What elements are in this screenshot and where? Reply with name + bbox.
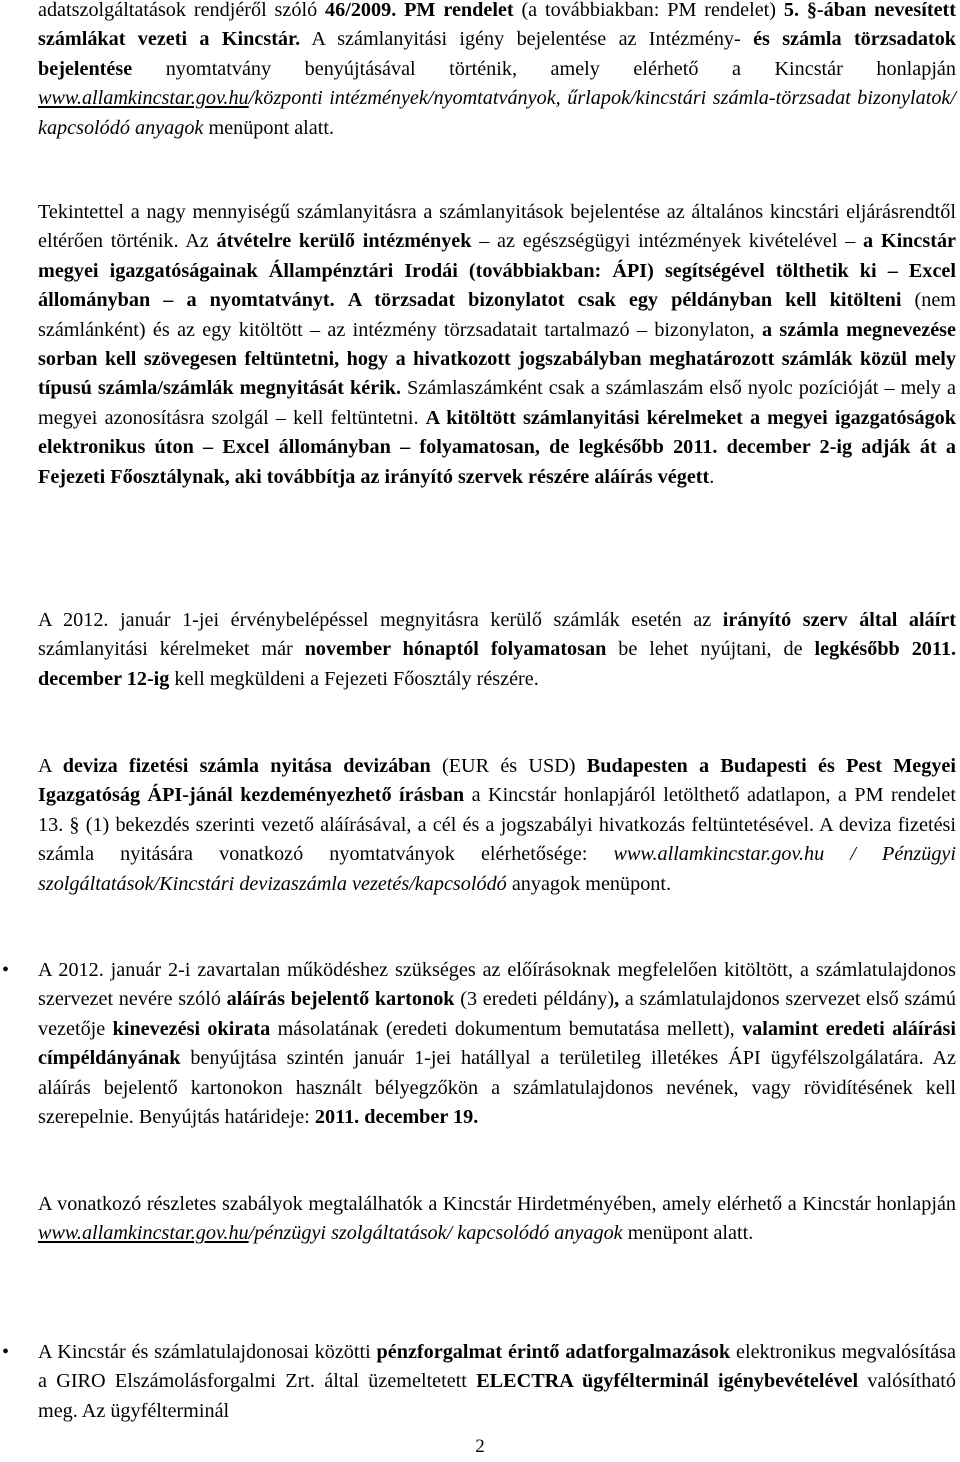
text-segment: a számla megnevezése sorban kell szövegesen feltüntetni, hogy a hivatkozott jogszabályban meghatározott számlák közül mely típusú számla/számlák megnyitását kérik. bbox=[38, 318, 957, 400]
paragraph-bulk-account-opening bbox=[38, 198, 956, 492]
text-segment: Tekintettel a nagy mennyiségű számlanyitásra a számlanyitások bejelentése az általános kincstári eljárásrendtől eltérően történik. Az bbox=[38, 201, 956, 253]
text-segment: Számlaszámként csak a számlaszám első nyolc pozícióját – mely a megyei azonosításra szolgál – kell feltüntetni. bbox=[38, 377, 956, 429]
paragraph-account-notification bbox=[38, 0, 956, 143]
bullet-marker: • bbox=[2, 959, 10, 981]
text-segment: A vonatkozó részletes szabályok megtalálhatók a Kincstár Hirdetményében, amely elérhető a Kincstár honlapján bbox=[38, 1193, 956, 1215]
website-link[interactable]: www.allamkincstar.gov.hu bbox=[38, 1222, 249, 1245]
paragraph-detailed-rules bbox=[38, 1190, 956, 1249]
text-segment: kinevezési okirata bbox=[112, 1017, 271, 1040]
text-segment: benyújtása szintén január 1-jei hatállyal a területileg illetékes ÁPI ügyfélszolgálatára. Az aláírás bejelentő kartonokon használt bélyegzőkön a számlatulajdonos nevének, vagy rövidítésének kell szerepelnie. Benyújtás határideje: bbox=[38, 1047, 956, 1129]
text-segment: . bbox=[709, 465, 715, 488]
text-segment: menüpont alatt. bbox=[203, 116, 335, 139]
text-segment: átvételre kerülő intézmények bbox=[216, 230, 472, 253]
paragraph-electra-terminal bbox=[38, 1338, 956, 1426]
text-segment: (nem számlánként) és az egy kitöltött – az intézmény törzsadatait tartalmazó – bizonylaton, bbox=[38, 289, 957, 341]
text-segment: nyomtatvány benyújtásával történik, amely elérhető a Kincstár honlapján bbox=[132, 57, 956, 80]
text-segment: A 2012. január 2-i zavartalan működéshez szükséges az előírásoknak megfelelően kitöltött, a számlatulajdonos szervezet nevére szóló bbox=[38, 959, 956, 1011]
text-segment: A kitöltött számlanyitási kérelmeket a megyei igazgatóságok elektronikus úton – Excel állományban – folyamatosan, de legkésőbb 2011. december 2-ig adják át a Fejezeti Főosztálynak, aki továbbítja az irányító szervek részére aláírás végett bbox=[38, 406, 956, 488]
text-segment: , bbox=[614, 988, 620, 1011]
text-segment: és számla törzsadatok bejelentése bbox=[38, 28, 957, 80]
text-segment: A 2012. január 1-jei érvénybelépéssel megnyitásra kerülő számlák esetén az bbox=[38, 609, 723, 631]
text-segment: irányító szerv által aláírt bbox=[722, 609, 956, 631]
text-segment: menüpont alatt. bbox=[622, 1222, 754, 1245]
text-segment: be lehet nyújtani, de bbox=[606, 638, 815, 661]
text-segment: valamint eredeti aláírási címpéldányának bbox=[38, 1017, 957, 1070]
text-segment: /pénzügyi szolgáltatások/ kapcsolódó anyagok bbox=[248, 1222, 623, 1245]
text-segment: a számlatulajdonos szervezet első számú vezetője bbox=[38, 988, 956, 1040]
text-segment: november hónaptól folyamatosan bbox=[304, 638, 607, 661]
text-segment: (a továbbiakban: PM rendelet) bbox=[513, 0, 784, 21]
text-segment: 5. §-ában nevesített számlákat vezeti a Kincstár. bbox=[38, 0, 956, 51]
text-segment: A számlanyitási igény bejelentése az Intézmény- bbox=[300, 28, 754, 51]
text-segment: 46/2009. PM rendelet bbox=[325, 0, 514, 21]
page-number: 2 bbox=[475, 1436, 485, 1457]
bullet-marker: • bbox=[2, 1341, 10, 1363]
text-segment: A Kincstár és számlatulajdonosai közötti bbox=[38, 1341, 377, 1363]
text-segment: aláírás bejelentő kartonok bbox=[226, 988, 455, 1011]
text-segment: Budapesten a Budapesti és Pest Megyei Igazgatóság ÁPI-jánál kezdeményezhető írásban bbox=[38, 755, 956, 807]
text-segment: A törzsadat bizonylatot csak egy példányban kell kitölteni bbox=[347, 289, 902, 312]
text-segment: anyagok menüpont. bbox=[506, 872, 672, 895]
text-segment: másolatának (eredeti dokumentum bemutatása mellett), bbox=[270, 1017, 743, 1040]
paragraph-foreign-currency-account bbox=[38, 752, 956, 899]
text-segment: deviza fizetési számla nyitása devizában bbox=[62, 755, 431, 777]
text-segment: ELECTRA ügyfélterminál igénybevételével bbox=[476, 1370, 859, 1393]
paragraph-signature-cards bbox=[38, 956, 956, 1132]
text-segment: www.allamkincstar.gov.hu / Pénzügyi szolgáltatások/Kincstári devizaszámla vezetés/kapcsolódó bbox=[38, 843, 956, 895]
text-segment: legkésőbb 2011. december 12-ig bbox=[38, 638, 956, 690]
text-segment: elektronikus megvalósítása a GIRO Elszámolásforgalmi Zrt. által üzemeltetett bbox=[38, 1341, 956, 1393]
text-segment: /központi intézmények/nyomtatványok, űrlapok/kincstári számla-törzsadat bizonylatok/ kapcsolódó anyagok bbox=[38, 87, 956, 139]
text-segment: 2011. december 19. bbox=[314, 1106, 479, 1129]
text-segment: (EUR és USD) bbox=[430, 755, 587, 777]
text-segment: a Kincstár megyei igazgatóságainak Állampénztári Irodái (továbbiakban: ÁPI) segítségével tölthetik ki – Excel állományban – a nyomtatványt. bbox=[38, 230, 957, 312]
text-segment: számlanyitási kérelmeket már bbox=[38, 638, 305, 661]
text-segment: a Kincstár honlapjáról letölthető adatlapon, a PM rendelet 13. § (1) bekezdés szerinti vezető aláírásával, a cél és a jogszabályi hivatkozás feltüntetésével. A deviza fizetési számla nyitására vonatkozó nyomtatványok elérhetősége: bbox=[38, 784, 957, 866]
text-segment: pénzforgalmat érintő adatforgalmazások bbox=[376, 1341, 731, 1363]
text-segment: – az egészségügyi intézmények kivételével – bbox=[471, 230, 864, 253]
text-segment: (3 eredeti példány) bbox=[454, 988, 615, 1011]
paragraph-2012-accounts bbox=[38, 606, 956, 694]
text-segment: adatszolgáltatások rendjéről szóló bbox=[38, 0, 326, 21]
text-segment: A bbox=[38, 755, 63, 777]
website-link[interactable]: www.allamkincstar.gov.hu bbox=[38, 87, 249, 110]
text-segment bbox=[335, 289, 348, 311]
text-segment: kell megküldeni a Fejezeti Főosztály részére. bbox=[169, 667, 539, 690]
text-segment: valósítható meg. Az ügyfélterminál bbox=[38, 1370, 956, 1422]
